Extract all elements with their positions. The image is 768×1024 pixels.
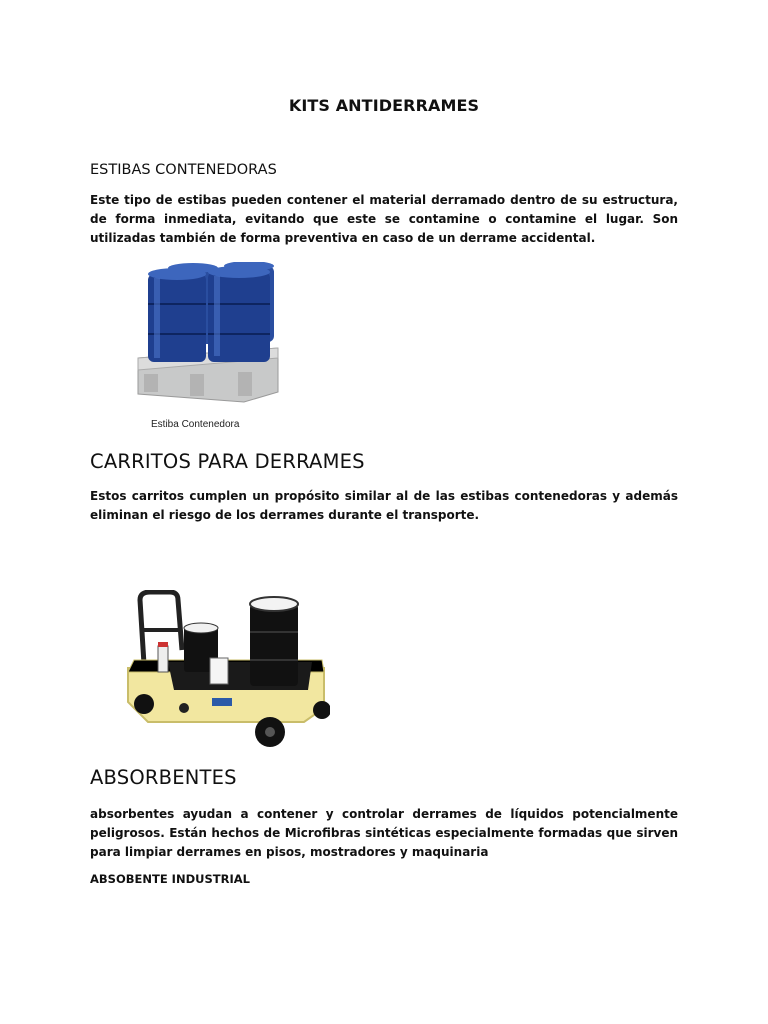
spill-cart-illustration — [124, 590, 330, 752]
section-heading-estibas: ESTIBAS CONTENEDORAS — [90, 162, 277, 178]
section-heading-absorbentes: ABSORBENTES — [90, 766, 237, 789]
pallet-drums-illustration — [134, 262, 284, 410]
paragraph-estibas: Este tipo de estibas pueden contener el material derramado dentro de su estructura, de forma inmediata, evitando que este se contamine o contamine el lugar. Son utilizadas también de forma preventiva en caso de un derrame accidental. — [90, 193, 678, 245]
pallet-drums-image — [134, 262, 284, 414]
paragraph-absorbentes: absorbentes ayudan a contener y controlar derrames de líquidos potencialmente peligrosos. Están hechos de Microfibras sintéticas especialmente formadas que sirven para limpiar derrames en pisos, mostradores y maquinaria — [90, 807, 678, 859]
paragraph-carritos: Estos carritos cumplen un propósito similar al de las estibas contenedoras y además eliminan el riesgo de los derrames durante el transporte. — [90, 489, 678, 522]
spill-cart-image — [124, 590, 330, 756]
page-title: KITS ANTIDERRAMES — [288, 96, 480, 115]
figure-caption-estiba: Estiba Contenedora — [151, 419, 240, 430]
section-heading-carritos: CARRITOS PARA DERRAMES — [90, 450, 365, 473]
subheading-absorbente-industrial: ABSOBENTE INDUSTRIAL — [90, 872, 250, 886]
